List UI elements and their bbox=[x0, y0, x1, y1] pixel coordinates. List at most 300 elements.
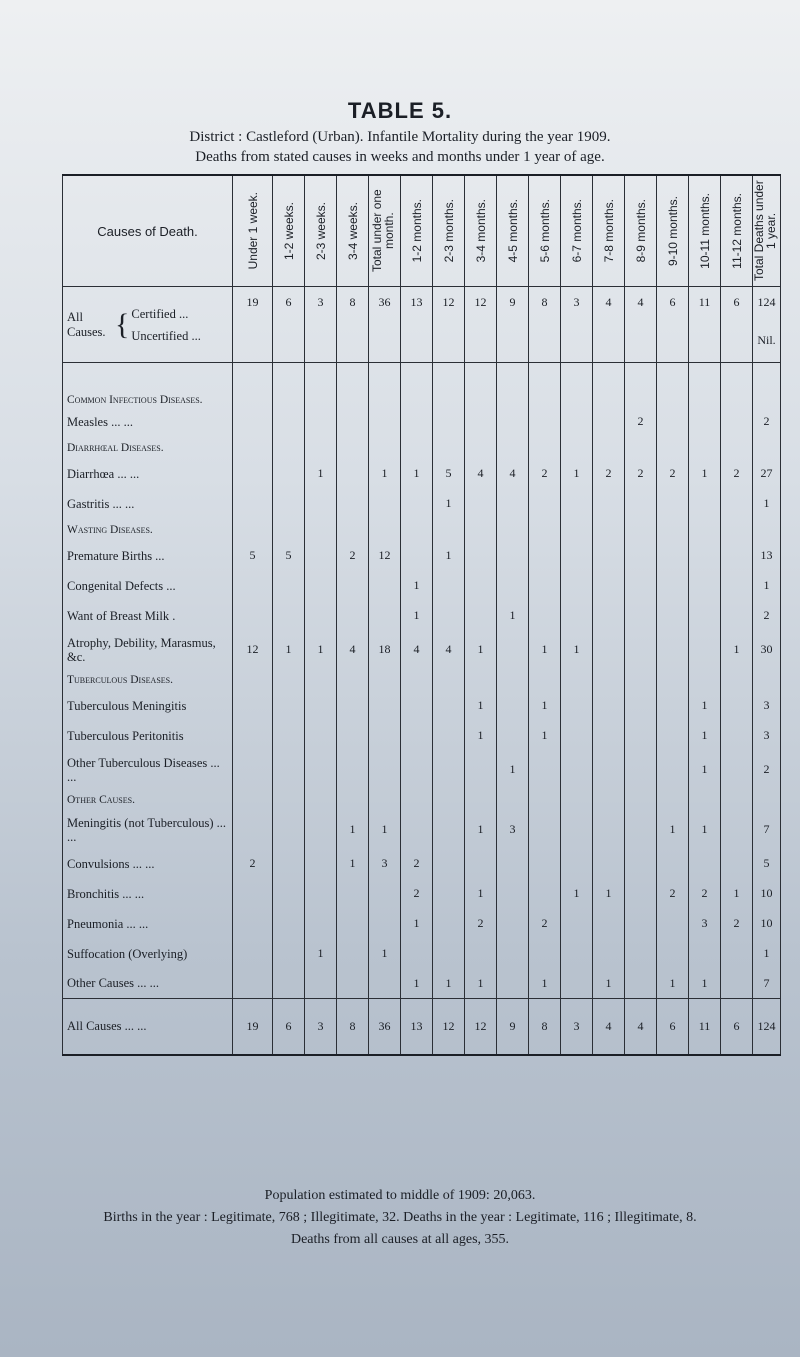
district-subtitle: District : Castleford (Urban). Infantile Mortality during the year 1909. bbox=[189, 129, 611, 145]
cell-col-14: 2 bbox=[689, 879, 721, 909]
cell-col-10 bbox=[561, 541, 593, 571]
empty-cell bbox=[305, 789, 337, 811]
empty-cell bbox=[369, 669, 401, 691]
empty-cell bbox=[689, 669, 721, 691]
cell-col-7: 4 bbox=[465, 459, 497, 489]
cell-col-0 bbox=[233, 459, 273, 489]
empty-cell bbox=[497, 363, 529, 407]
header-col-7 bbox=[465, 175, 497, 287]
cell-col-16: 1 bbox=[753, 939, 781, 969]
cell-col-0 bbox=[233, 969, 273, 999]
cell-col-5: 1 bbox=[401, 459, 433, 489]
empty-cell bbox=[529, 669, 561, 691]
empty-cell bbox=[337, 669, 369, 691]
cell-col-11 bbox=[593, 319, 625, 363]
cell-col-4: 1 bbox=[369, 811, 401, 849]
header-label: Under 1 week. bbox=[245, 192, 260, 270]
header-label: 1-2 weeks. bbox=[281, 201, 296, 261]
cell-col-1 bbox=[273, 459, 305, 489]
cell-col-1 bbox=[273, 407, 305, 437]
cell-col-9 bbox=[529, 601, 561, 631]
cause-row bbox=[63, 939, 781, 969]
header-causes: Causes of Death. bbox=[63, 175, 233, 287]
cell-col-16: 3 bbox=[753, 721, 781, 751]
cell-col-13 bbox=[657, 631, 689, 669]
cell-col-6: 12 bbox=[433, 999, 465, 1055]
cell-col-6 bbox=[433, 571, 465, 601]
mortality-table-wrapper bbox=[62, 174, 778, 1056]
cause-row bbox=[63, 849, 781, 879]
cell-col-6: 12 bbox=[433, 287, 465, 319]
cell-col-5: 1 bbox=[401, 969, 433, 999]
cell-col-5: 2 bbox=[401, 849, 433, 879]
header-label: Total under one month. bbox=[369, 189, 396, 273]
cell-col-7: 1 bbox=[465, 969, 497, 999]
cause-row bbox=[63, 407, 781, 437]
cell-col-9: 1 bbox=[529, 721, 561, 751]
cell-col-3 bbox=[337, 721, 369, 751]
empty-cell bbox=[433, 789, 465, 811]
cell-col-8 bbox=[497, 849, 529, 879]
cell-col-4: 36 bbox=[369, 287, 401, 319]
cell-col-10 bbox=[561, 691, 593, 721]
cell-col-6 bbox=[433, 319, 465, 363]
cell-col-15 bbox=[721, 969, 753, 999]
empty-cell bbox=[625, 437, 657, 459]
cell-col-15 bbox=[721, 691, 753, 721]
cell-col-2: 3 bbox=[305, 999, 337, 1055]
cell-col-9 bbox=[529, 489, 561, 519]
empty-cell bbox=[529, 363, 561, 407]
cell-col-2 bbox=[305, 811, 337, 849]
header-col-6 bbox=[433, 175, 465, 287]
cell-col-5: 2 bbox=[401, 879, 433, 909]
cause-row bbox=[63, 541, 781, 571]
empty-cell bbox=[593, 789, 625, 811]
cell-col-5 bbox=[401, 751, 433, 789]
cell-col-16: 124 bbox=[753, 287, 781, 319]
births-deaths-note: Births in the year : Legitimate, 768 ; Illegitimate, 32. Deaths in the year : Legitimate, 116 ; Illegitimate, 8. bbox=[103, 1210, 697, 1225]
cell-col-13 bbox=[657, 849, 689, 879]
empty-cell bbox=[273, 437, 305, 459]
cause-row bbox=[63, 691, 781, 721]
cell-col-2 bbox=[305, 319, 337, 363]
cell-col-16: 27 bbox=[753, 459, 781, 489]
cause-name: Measles ... ... bbox=[63, 407, 233, 437]
cell-col-2 bbox=[305, 489, 337, 519]
cell-col-3: 4 bbox=[337, 631, 369, 669]
cell-col-16: 1 bbox=[753, 489, 781, 519]
cell-col-7 bbox=[465, 849, 497, 879]
all-causes-label: All Causes. bbox=[67, 309, 106, 339]
cell-col-15: 6 bbox=[721, 999, 753, 1055]
cell-col-13 bbox=[657, 571, 689, 601]
cell-col-2 bbox=[305, 407, 337, 437]
cell-col-10: 3 bbox=[561, 287, 593, 319]
cause-row bbox=[63, 909, 781, 939]
empty-cell bbox=[593, 437, 625, 459]
empty-cell bbox=[593, 519, 625, 541]
empty-cell bbox=[529, 437, 561, 459]
cell-col-2 bbox=[305, 751, 337, 789]
cell-col-6 bbox=[433, 407, 465, 437]
cause-row bbox=[63, 601, 781, 631]
empty-cell bbox=[369, 789, 401, 811]
cell-col-6 bbox=[433, 879, 465, 909]
section-heading: Wasting Diseases. bbox=[63, 519, 233, 541]
cell-col-11: 1 bbox=[593, 879, 625, 909]
cell-col-16: 5 bbox=[753, 849, 781, 879]
cell-col-15: 2 bbox=[721, 459, 753, 489]
certified-label: Certified ... bbox=[131, 306, 189, 321]
cell-col-1 bbox=[273, 849, 305, 879]
cell-col-11 bbox=[593, 909, 625, 939]
cell-col-7 bbox=[465, 571, 497, 601]
cell-col-3 bbox=[337, 459, 369, 489]
cell-col-15: 6 bbox=[721, 287, 753, 319]
empty-cell bbox=[369, 437, 401, 459]
cell-col-8: 1 bbox=[497, 601, 529, 631]
header-label: 3-4 months. bbox=[473, 199, 488, 263]
empty-cell bbox=[433, 363, 465, 407]
cell-col-1 bbox=[273, 811, 305, 849]
header-col-4 bbox=[369, 175, 401, 287]
cell-col-0: 2 bbox=[233, 849, 273, 879]
cell-col-13: 1 bbox=[657, 811, 689, 849]
table-title: TABLE 5. bbox=[347, 98, 453, 123]
cell-col-10 bbox=[561, 571, 593, 601]
cell-col-10 bbox=[561, 909, 593, 939]
cell-col-0 bbox=[233, 407, 273, 437]
cell-col-6 bbox=[433, 939, 465, 969]
cell-col-3 bbox=[337, 939, 369, 969]
cell-col-14: 3 bbox=[689, 909, 721, 939]
cell-col-16: 10 bbox=[753, 879, 781, 909]
cell-col-0 bbox=[233, 811, 273, 849]
cell-col-1 bbox=[273, 969, 305, 999]
cell-col-0 bbox=[233, 909, 273, 939]
empty-cell bbox=[753, 519, 781, 541]
cell-col-11 bbox=[593, 541, 625, 571]
empty-cell bbox=[273, 669, 305, 691]
empty-cell bbox=[401, 363, 433, 407]
cell-col-10: 1 bbox=[561, 459, 593, 489]
cause-row bbox=[63, 459, 781, 489]
cell-col-8 bbox=[497, 319, 529, 363]
empty-cell bbox=[753, 789, 781, 811]
header-label: 1-2 months. bbox=[409, 199, 424, 263]
header-label: 6-7 months. bbox=[569, 199, 584, 263]
cell-col-4: 12 bbox=[369, 541, 401, 571]
cell-col-3 bbox=[337, 751, 369, 789]
cell-col-5 bbox=[401, 721, 433, 751]
cell-col-16: 13 bbox=[753, 541, 781, 571]
empty-cell bbox=[337, 789, 369, 811]
cell-col-12: 4 bbox=[625, 999, 657, 1055]
cell-col-7 bbox=[465, 407, 497, 437]
cell-col-8: 4 bbox=[497, 459, 529, 489]
cell-col-8 bbox=[497, 489, 529, 519]
cell-col-4: 1 bbox=[369, 459, 401, 489]
cell-col-0 bbox=[233, 691, 273, 721]
cell-col-5 bbox=[401, 691, 433, 721]
cell-col-11 bbox=[593, 601, 625, 631]
empty-cell bbox=[753, 669, 781, 691]
cell-col-4 bbox=[369, 691, 401, 721]
empty-cell bbox=[305, 363, 337, 407]
section-heading: Tuberculous Diseases. bbox=[63, 669, 233, 691]
cell-col-0 bbox=[233, 601, 273, 631]
cell-col-1 bbox=[273, 721, 305, 751]
cell-col-9: 1 bbox=[529, 631, 561, 669]
cell-col-3: 8 bbox=[337, 999, 369, 1055]
cell-col-11 bbox=[593, 751, 625, 789]
cell-col-1 bbox=[273, 691, 305, 721]
cell-col-3 bbox=[337, 601, 369, 631]
cell-col-13 bbox=[657, 407, 689, 437]
cell-col-1 bbox=[273, 319, 305, 363]
cell-col-16: 2 bbox=[753, 407, 781, 437]
cell-col-16: 3 bbox=[753, 691, 781, 721]
cell-col-4 bbox=[369, 571, 401, 601]
cell-col-8: 9 bbox=[497, 999, 529, 1055]
cell-col-13: 6 bbox=[657, 287, 689, 319]
empty-cell bbox=[433, 669, 465, 691]
cause-row bbox=[63, 969, 781, 999]
cell-col-4 bbox=[369, 319, 401, 363]
empty-cell bbox=[657, 789, 689, 811]
cell-col-3: 2 bbox=[337, 541, 369, 571]
cell-col-0 bbox=[233, 489, 273, 519]
uncertified-label: Uncertified ... bbox=[131, 328, 201, 343]
cell-col-15 bbox=[721, 751, 753, 789]
cell-col-13 bbox=[657, 909, 689, 939]
cell-col-14 bbox=[689, 541, 721, 571]
table-description: Deaths from stated causes in weeks and months under 1 year of age. bbox=[195, 149, 605, 165]
cell-col-6: 5 bbox=[433, 459, 465, 489]
brace-glyph: { bbox=[115, 307, 130, 341]
cell-col-8 bbox=[497, 721, 529, 751]
cell-col-0: 12 bbox=[233, 631, 273, 669]
cell-col-3 bbox=[337, 489, 369, 519]
header-col-14 bbox=[689, 175, 721, 287]
cause-name: Other Tuberculous Diseases ... ... bbox=[63, 751, 233, 789]
empty-cell bbox=[369, 363, 401, 407]
header-col-2 bbox=[305, 175, 337, 287]
empty-cell bbox=[753, 363, 781, 407]
cell-col-10 bbox=[561, 489, 593, 519]
cause-name: Atrophy, Debility, Marasmus, &c. bbox=[63, 631, 233, 669]
cell-col-8 bbox=[497, 571, 529, 601]
empty-cell bbox=[529, 519, 561, 541]
cell-col-5: 1 bbox=[401, 909, 433, 939]
header-col-1 bbox=[273, 175, 305, 287]
cell-col-16: 124 bbox=[753, 999, 781, 1055]
header-label: 2-3 weeks. bbox=[313, 201, 328, 261]
empty-cell bbox=[721, 363, 753, 407]
cell-col-2 bbox=[305, 721, 337, 751]
cell-col-12 bbox=[625, 541, 657, 571]
cell-col-6: 1 bbox=[433, 489, 465, 519]
cause-row bbox=[63, 489, 781, 519]
cell-col-10: 1 bbox=[561, 631, 593, 669]
cell-col-14 bbox=[689, 849, 721, 879]
cell-col-11 bbox=[593, 849, 625, 879]
cell-col-14 bbox=[689, 319, 721, 363]
table-body bbox=[63, 287, 781, 999]
mortality-table bbox=[62, 174, 781, 1056]
cell-col-5 bbox=[401, 939, 433, 969]
header-col-9 bbox=[529, 175, 561, 287]
cell-col-1: 6 bbox=[273, 287, 305, 319]
cell-col-7 bbox=[465, 601, 497, 631]
cell-col-9: 1 bbox=[529, 969, 561, 999]
cell-col-2: 1 bbox=[305, 631, 337, 669]
cell-col-8 bbox=[497, 407, 529, 437]
cell-col-12: 4 bbox=[625, 287, 657, 319]
cell-col-14: 1 bbox=[689, 969, 721, 999]
cell-col-6: 4 bbox=[433, 631, 465, 669]
empty-cell bbox=[401, 437, 433, 459]
cell-col-11: 1 bbox=[593, 969, 625, 999]
cell-col-3 bbox=[337, 571, 369, 601]
cell-col-16: 7 bbox=[753, 969, 781, 999]
empty-cell bbox=[529, 789, 561, 811]
empty-cell bbox=[561, 363, 593, 407]
cause-name: Congenital Defects ... bbox=[63, 571, 233, 601]
cell-col-15 bbox=[721, 939, 753, 969]
empty-cell bbox=[657, 519, 689, 541]
cause-name: Other Causes ... ... bbox=[63, 969, 233, 999]
cause-name: Gastritis ... ... bbox=[63, 489, 233, 519]
cell-col-2 bbox=[305, 541, 337, 571]
cell-col-14 bbox=[689, 489, 721, 519]
cell-col-3 bbox=[337, 879, 369, 909]
cell-col-5: 4 bbox=[401, 631, 433, 669]
cell-col-1 bbox=[273, 909, 305, 939]
cause-row bbox=[63, 751, 781, 789]
cell-col-2: 1 bbox=[305, 459, 337, 489]
empty-cell bbox=[721, 519, 753, 541]
cell-col-11 bbox=[593, 571, 625, 601]
cell-col-6 bbox=[433, 751, 465, 789]
cell-col-6 bbox=[433, 691, 465, 721]
header-col-5 bbox=[401, 175, 433, 287]
empty-cell bbox=[657, 363, 689, 407]
cell-col-14: 1 bbox=[689, 751, 721, 789]
cell-col-10 bbox=[561, 407, 593, 437]
header-col-0 bbox=[233, 175, 273, 287]
cell-col-10 bbox=[561, 849, 593, 879]
population-note: Population estimated to middle of 1909: 20,063. bbox=[264, 1188, 536, 1203]
cell-col-0 bbox=[233, 879, 273, 909]
cell-col-16: 1 bbox=[753, 571, 781, 601]
cell-col-16: 30 bbox=[753, 631, 781, 669]
header-label: 7-8 months. bbox=[601, 199, 616, 263]
cell-col-8: 3 bbox=[497, 811, 529, 849]
cell-col-8 bbox=[497, 691, 529, 721]
cell-col-12 bbox=[625, 691, 657, 721]
cell-col-0: 19 bbox=[233, 999, 273, 1055]
cell-col-15: 1 bbox=[721, 879, 753, 909]
cell-col-5 bbox=[401, 319, 433, 363]
cause-name: Pneumonia ... ... bbox=[63, 909, 233, 939]
cell-col-13 bbox=[657, 939, 689, 969]
cell-col-4 bbox=[369, 407, 401, 437]
cell-col-12 bbox=[625, 751, 657, 789]
cell-col-14 bbox=[689, 939, 721, 969]
cell-col-0 bbox=[233, 571, 273, 601]
cell-col-3 bbox=[337, 691, 369, 721]
cell-col-15 bbox=[721, 571, 753, 601]
cell-col-13 bbox=[657, 691, 689, 721]
cell-col-10 bbox=[561, 751, 593, 789]
row-all-causes-total bbox=[63, 999, 781, 1055]
cell-col-4 bbox=[369, 909, 401, 939]
cell-col-15 bbox=[721, 319, 753, 363]
cell-col-10 bbox=[561, 969, 593, 999]
cell-col-13: 2 bbox=[657, 459, 689, 489]
cell-col-7 bbox=[465, 939, 497, 969]
cell-col-8 bbox=[497, 631, 529, 669]
empty-cell bbox=[753, 437, 781, 459]
cell-col-6 bbox=[433, 811, 465, 849]
empty-cell bbox=[305, 519, 337, 541]
section-heading: Other Causes. bbox=[63, 789, 233, 811]
cell-col-12: 2 bbox=[625, 459, 657, 489]
empty-cell bbox=[497, 519, 529, 541]
cell-col-10: 1 bbox=[561, 879, 593, 909]
empty-cell bbox=[337, 363, 369, 407]
cell-col-7 bbox=[465, 541, 497, 571]
empty-cell bbox=[625, 519, 657, 541]
cell-col-15 bbox=[721, 721, 753, 751]
cell-col-9 bbox=[529, 879, 561, 909]
cell-col-2 bbox=[305, 691, 337, 721]
empty-cell bbox=[593, 669, 625, 691]
empty-cell bbox=[657, 669, 689, 691]
cell-col-12 bbox=[625, 571, 657, 601]
cell-col-3: 8 bbox=[337, 287, 369, 319]
cell-col-12 bbox=[625, 631, 657, 669]
cell-col-11: 2 bbox=[593, 459, 625, 489]
empty-cell bbox=[233, 519, 273, 541]
empty-cell bbox=[401, 789, 433, 811]
cell-col-6 bbox=[433, 721, 465, 751]
empty-cell bbox=[433, 437, 465, 459]
cell-col-7: 2 bbox=[465, 909, 497, 939]
cell-col-11 bbox=[593, 631, 625, 669]
cell-col-3: 1 bbox=[337, 849, 369, 879]
cell-col-15 bbox=[721, 489, 753, 519]
header-col-13 bbox=[657, 175, 689, 287]
cell-col-11 bbox=[593, 691, 625, 721]
cell-col-9 bbox=[529, 407, 561, 437]
header-col-11 bbox=[593, 175, 625, 287]
cell-col-1 bbox=[273, 939, 305, 969]
cause-name: Bronchitis ... ... bbox=[63, 879, 233, 909]
cell-col-12 bbox=[625, 909, 657, 939]
header-col-16 bbox=[753, 175, 781, 287]
cell-col-1 bbox=[273, 601, 305, 631]
cell-col-11 bbox=[593, 721, 625, 751]
cell-col-11 bbox=[593, 811, 625, 849]
empty-cell bbox=[465, 519, 497, 541]
cell-col-7 bbox=[465, 319, 497, 363]
cause-row bbox=[63, 571, 781, 601]
cell-col-9: 2 bbox=[529, 459, 561, 489]
cell-col-5: 13 bbox=[401, 287, 433, 319]
